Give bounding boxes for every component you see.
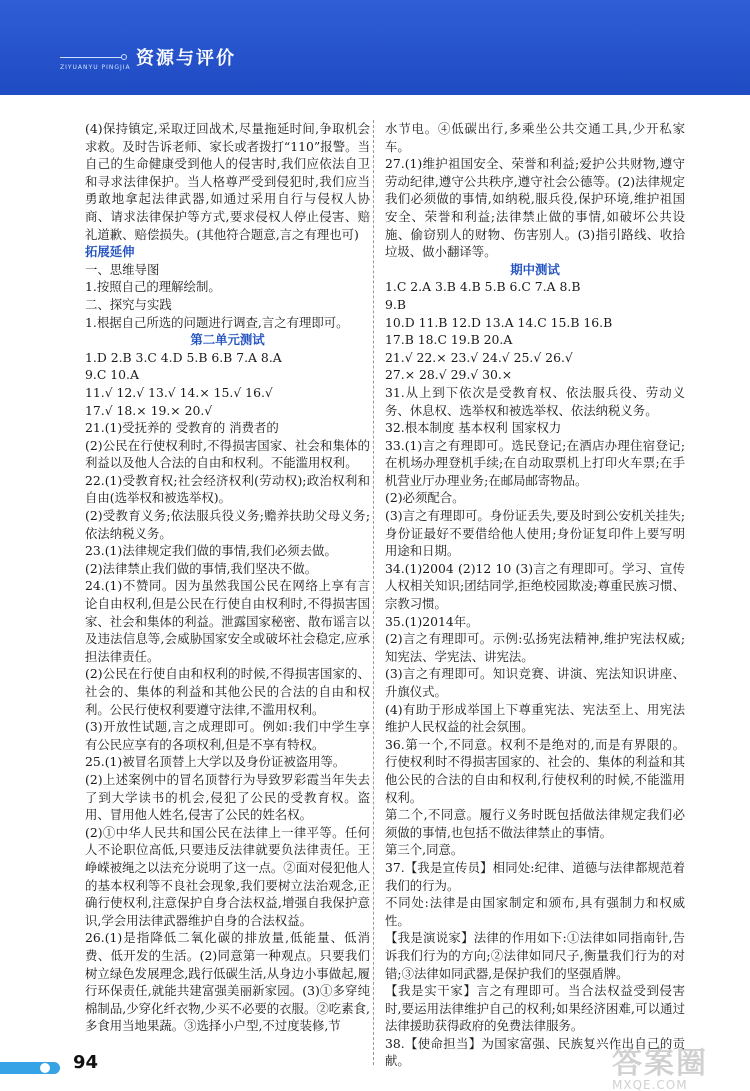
- answer-line: 【我是实干家】言之有理即可。当合法权益受到侵害时,要运用法律维护自己的权利;如果经济困难,可以通过法律援助获得政府的免费法律服务。: [385, 983, 685, 1034]
- answer-line: 33.(1)言之有理即可。选民登记;在酒店办理住宿登记;在机场办理登机手续;在自动取票机上打印火车票;在手机营业厅办理业务;在邮局邮寄物品。: [385, 437, 685, 488]
- answer-line: 不同处:法律是由国家制定和颁布,具有强制力和权威性。: [385, 895, 685, 928]
- left-column: [85, 120, 370, 1035]
- answer-line: 27.× 28.√ 29.√ 30.×: [385, 367, 513, 383]
- answer-line: 21.√ 22.× 23.√ 24.√ 25.√ 26.√: [385, 349, 573, 365]
- answer-line: (3)言之有理即可。知识竞赛、讲演、宪法知识讲座、升旗仪式。: [385, 666, 685, 699]
- header-title: 资源与评价: [136, 48, 236, 69]
- answer-line: 32.根本制度 基本权利 国家权力: [385, 420, 562, 436]
- right-column: [385, 120, 685, 1070]
- answer-line: (4)保持镇定,采取迂回战术,尽量拖延时间,争取机会求救。及时告诉老师、家长或者拨打“110”报警。当自己的生命健康受到他人的侵害时,我们应依法自卫和寻求法律保护。当人格尊严受到侵犯时,我们应当勇敢地拿起法律武器,如通过采用自行与侵权人协商、请求法律保护等方式,要求侵权人停止侵害、赔礼道歉、赔偿损失。(其他符合题意,言之有理也可): [85, 121, 370, 242]
- page-tab: [0, 1062, 60, 1074]
- answer-line: 9.C 10.A: [85, 367, 139, 383]
- answer-line: 21.(1)受抚养的 受教育的 消费者的: [85, 420, 279, 436]
- answer-line: 第二个,不同意。履行义务时既包括做法律规定我们必须做的事情,也包括不做法律禁止的事情。: [385, 807, 685, 840]
- answer-line: (2)公民在行使自由和权利的时候,不得损害国家的、社会的、集体的利益和其他公民的合法的自由和权利。公民行使权利要遵守法律,不滥用权利。: [85, 666, 370, 717]
- answer-line: (3)言之有理即可。身份证丢失,要及时到公安机关挂失;身份证最好不要借给他人使用;身份证复印件上要写明用途和日期。: [385, 508, 685, 559]
- watermark-main: 答案圈: [612, 1046, 708, 1081]
- answer-line: 10.D 11.B 12.D 13.A 14.C 15.B 16.B: [385, 314, 613, 330]
- answer-line: (2)言之有理即可。示例:弘扬宪法精神,维护宪法权威;知宪法、学宪法、讲宪法。: [385, 631, 685, 664]
- answer-line: 25.(1)被冒名顶替上大学以及身份证被盗用等。: [85, 754, 346, 770]
- test-heading: 期中测试: [510, 261, 560, 277]
- answer-line: (2)必须配合。: [385, 490, 465, 506]
- answer-line: (2)上述案例中的冒名顶替行为导致罗彩霞当年失去了到大学读书的机会,侵犯了公民的受教育权。盗用、冒用他人姓名,侵害了公民的姓名权。: [85, 771, 370, 823]
- answer-line: (2)受教育义务;依法服兵役义务;赡养扶助父母义务;依法纳税义务。: [85, 508, 370, 541]
- answer-line: 9.B: [385, 296, 406, 312]
- answer-line: 1.按照自己的理解绘制。: [85, 279, 221, 295]
- answer-line: 1.D 2.B 3.C 4.D 5.B 6.B 7.A 8.A: [85, 349, 282, 365]
- answer-line: (3)开放性试题,言之成理即可。例如:我们中学生享有公民应享有的各项权利,但是不享有特权。: [85, 719, 370, 752]
- answer-line: 37.【我是宣传员】相同处:纪律、道德与法律都规范着我们的行为。: [385, 859, 685, 893]
- column-divider: [373, 120, 374, 1065]
- answer-line: 27.(1)维护祖国安全、荣誉和利益;爱护公共财物,遵守劳动纪律,遵守公共秩序,遵守社会公德等。(2)法律规定我们必须做的事情,如纳税,服兵役,保护环境,维护祖国安全、荣誉和利益;法律禁止做的事情,如破坏公共设施、偷窃别人的财物、伤害别人。(3)指引路线、收拾垃圾、做小翻译等。: [385, 156, 685, 260]
- answer-line: 35.(1)2014年。: [385, 613, 479, 629]
- answer-line: 24.(1)不赞同。因为虽然我国公民在网络上享有言论自由权利,但是公民在行使自由权利时,不得损害国家、社会和集体的利益。泄露国家秘密、散布谣言以及违法信息等,会威胁国家安全或破坏社会稳定,应承担法律责任。: [85, 578, 370, 664]
- watermark-logo: [612, 1038, 750, 1091]
- page-tab-dot: [40, 1063, 50, 1073]
- answer-line: 1.C 2.A 3.B 4.B 5.B 6.C 7.A 8.B: [385, 279, 581, 295]
- answer-line: (2)法律禁止我们做的事情,我们坚决不做。: [85, 560, 318, 576]
- answer-line: 23.(1)法律规定我们做的事情,我们必须去做。: [85, 543, 337, 559]
- answer-line: 水节电。④低碳出行,多乘坐公共交通工具,少开私家车。: [385, 121, 685, 154]
- page-number: 94: [73, 1052, 99, 1073]
- test-heading: 第二单元测试: [190, 332, 265, 348]
- answer-line: 第三个,同意。: [385, 842, 464, 858]
- header-subtitle: ZIYUANYU PINGJIA: [60, 64, 131, 71]
- header-decor-line: [60, 57, 122, 58]
- answer-line: 36.第一个,不同意。权利不是绝对的,而是有界限的。行使权利时不得损害国家的、社会的、集体的利益和其他公民的合法的自由和权利,行使权利的时候,不能滥用权利。: [385, 736, 685, 805]
- section-heading: 拓展延伸: [85, 244, 135, 260]
- answer-line: 17.√ 18.× 19.× 20.√: [85, 402, 213, 418]
- answer-line: 26.(1)是指降低二氧化碳的排放量,低能量、低消费、低开发的生活。(2)同意第一种观点。只要我们树立绿色发展理念,践行低碳生活,从身边小事做起,履行环保责任,就能共建富强美丽新家园。(3)①多穿纯棉制品,少穿化纤衣物,少买不必要的衣服。②吃素食,多食用当地果蔬。③选择小户型,不过度装修,节: [85, 930, 370, 1034]
- answer-line: 31.从上到下依次是受教育权、依法服兵役、劳动义务、休息权、选举权和被选举权、依法纳税义务。: [385, 384, 685, 418]
- answer-line: (2)①中华人民共和国公民在法律上一律平等。任何人不论职位高低,只要违反法律就要负法律责任。王峥嵘被绳之以法充分说明了这一点。②面对侵犯他人的基本权利等不良社会现象,我们要树立法治观念,正确行使权利,注意保护自身合法权益,增强自我保护意识,学会用法律武器维护自身的合法权益。: [85, 824, 370, 928]
- answer-line: 二、探究与实践: [85, 296, 172, 312]
- answer-line: 38.【使命担当】为国家富强、民族复兴作出自己的贡献。: [385, 1035, 685, 1069]
- answer-line: 34.(1)2004 (2)12 10 (3)言之有理即可。学习、宣传人权相关知识;团结同学,拒绝校园欺凌;尊重民族习惯、宗教习惯。: [385, 560, 685, 612]
- answer-line: 1.根据自己所选的问题进行调查,言之有理即可。: [85, 314, 349, 330]
- watermark-url: MXQE.COM: [612, 1078, 688, 1091]
- answer-line: 17.B 18.C 19.B 20.A: [385, 332, 513, 348]
- answer-line: 一、思维导图: [85, 261, 160, 277]
- answer-line: 11.√ 12.√ 13.√ 14.× 15.√ 16.√: [85, 384, 273, 400]
- answer-line: (4)有助于形成举国上下尊重宪法、宪法至上、用宪法维护人民权益的社会氛围。: [385, 701, 685, 735]
- answer-line: 【我是演说家】法律的作用如下:①法律如同指南针,告诉我们行为的方向;②法律如同尺子,衡量我们行为的对错;③法律如同武器,是保护我们的坚强盾牌。: [385, 930, 685, 981]
- answer-line: 22.(1)受教育权;社会经济权利(劳动权);政治权利和自由(选举权和被选举权)。: [85, 472, 370, 506]
- header-banner: [0, 0, 750, 95]
- answer-line: (2)公民在行使权利时,不得损害国家、社会和集体的利益以及他人合法的自由和权利。不能滥用权利。: [85, 437, 370, 471]
- header-decor-dot: [121, 54, 127, 60]
